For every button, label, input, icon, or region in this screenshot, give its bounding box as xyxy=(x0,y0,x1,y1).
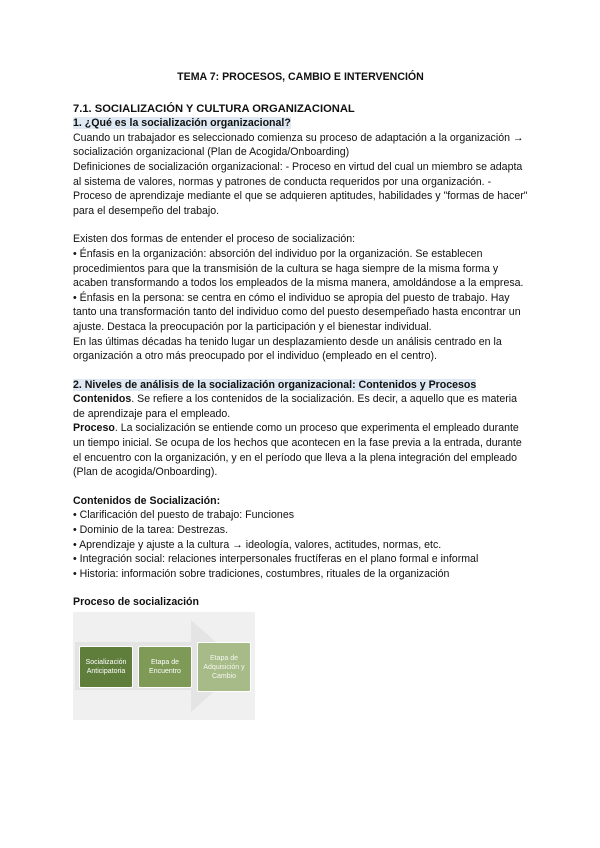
spacer xyxy=(73,480,528,494)
stage-box-anticipatoria: Socialización Anticipatoria xyxy=(79,646,133,688)
stage-box-encuentro: Etapa de Encuentro xyxy=(138,646,192,688)
proceso-heading: Proceso de socialización xyxy=(73,596,199,609)
list-item: • Aprendizaje y ajuste a la cultura → ideología, valores, actitudes, normas, etc. xyxy=(73,538,442,551)
bullet-enfasis-organizacion: • Énfasis en la organización: absorción del individuo por la organización. Se establecen procedimientos para que la transmisión de la cultura se haga siempre de la misma forma y acaben transformando a todos los empleados de la misma manera, amoldándose a la empresa. xyxy=(73,247,524,290)
paragraph-contenidos xyxy=(73,392,528,421)
contenidos-heading: Contenidos de Socialización: xyxy=(73,494,221,507)
term-contenidos: Contenidos xyxy=(73,393,132,406)
list-item: • Integración social: relaciones interpersonales fructíferas en el plano formal e informal xyxy=(73,553,479,566)
document-content xyxy=(73,70,528,720)
spacer xyxy=(73,581,528,595)
text-proceso: . La socialización se entiende como un proceso que experimenta el empleado durante un tiempo inicial. Se ocupa de los hechos que acontecen en la fase previa a la entrada, durante el encuentro con la organización, y en el período que lleva a la plena integración del empleado (Plan de acogida/Onboarding). xyxy=(73,422,522,479)
text-contenidos: . Se refiere a los contenidos de la socialización. Es decir, a aquello que es materia de aprendizaje para el empleado. xyxy=(73,393,517,420)
subheading-1-wrapper xyxy=(73,116,528,131)
list-item: • Clarificación del puesto de trabajo: Funciones xyxy=(73,509,295,522)
list-item: • Historia: información sobre tradiciones, costumbres, rituales de la organización xyxy=(73,567,450,580)
bullet-enfasis-persona: • Énfasis en la persona: se centra en cómo el individuo se apropia del puesto de trabajo. Hay tanto una transformación tanto del individuo como del puesto desempeñado hasta encontrar un ajuste. Destaca la preocupación por la participación y el bienestar individual. xyxy=(73,291,521,333)
process-diagram xyxy=(73,612,255,720)
list-item: • Dominio de la tarea: Destrezas. xyxy=(73,524,229,537)
spacer xyxy=(73,218,528,232)
spacer xyxy=(73,364,528,378)
section-2-heading-wrapper xyxy=(73,378,528,393)
paragraph-intro: Cuando un trabajador es seleccionado comienza su proceso de adaptación a la organización → socialización organizacional (Plan de Acogida/Onboarding) xyxy=(73,131,524,159)
stage-box-adquisicion: Etapa de Adquisición y Cambio xyxy=(197,642,251,692)
subheading-que-es: 1. ¿Qué es la socialización organizacional? xyxy=(73,117,291,130)
section-heading-7-1: 7.1. SOCIALIZACIÓN Y CULTURA ORGANIZACIONAL xyxy=(73,102,355,115)
paragraph-definiciones: Definiciones de socialización organizacional: - Proceso en virtud del cual un miembro se adapta al sistema de valores, normas y patrones de conducta requeridos por una organización. - Proceso de aprendizaje mediante el que se adquieren aptitudes, habilidades y "formas de hacer" para el desempeño del trabajo. xyxy=(73,160,528,217)
term-proceso: Proceso xyxy=(73,422,115,435)
paragraph-dos-formas: Existen dos formas de entender el proceso de socialización: xyxy=(73,233,356,246)
paragraph-proceso xyxy=(73,421,528,479)
document-title: TEMA 7: PROCESOS, CAMBIO E INTERVENCIÓN xyxy=(177,71,424,83)
section-heading-niveles: 2. Niveles de análisis de la socialización organizacional: Contenidos y Procesos xyxy=(73,378,477,391)
paragraph-ultimas-decadas: En las últimas décadas ha tenido lugar un desplazamiento desde un análisis centrado en la organización a otro más preocupado por el individuo (empleado en el centro). xyxy=(73,335,502,363)
